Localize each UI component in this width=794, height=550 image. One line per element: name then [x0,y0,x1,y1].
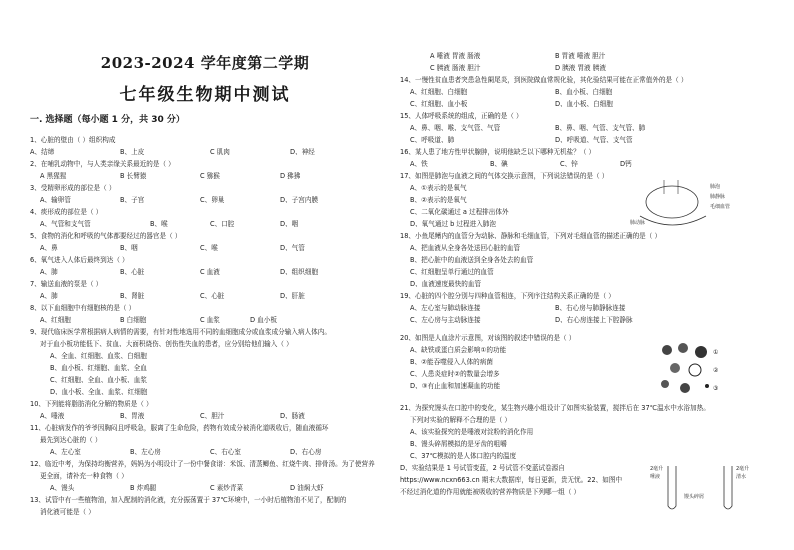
fig20-label-1: ① [713,349,719,356]
right-line: A、红细胞、白细胞 [410,88,468,96]
right-line: A、铁 [410,160,428,168]
right-line: B、②能吞噬侵入人体的病菌 [410,358,493,366]
left-line: 1、心脏的壁由（ ）组织构成 [30,136,116,144]
fig20-label-2: ② [713,367,719,374]
left-line: B 长臂猿 [120,172,147,180]
fig21-label-bread: 馒头碎屑 [684,494,705,500]
left-line: A、输卵管 [40,196,71,204]
left-line: A、馒头 [50,484,75,492]
left-line: C、心脏 [200,292,225,300]
left-line: D、咽 [280,220,299,228]
right-line: A、该实验探究的是唾液对淀粉的消化作用 [410,428,534,436]
right-line: 15、人体呼吸系统的组成，正确的是（ ） [400,112,523,120]
left-line: C 血浆 [200,316,220,324]
right-line: A、①表示的是氧气 [410,184,467,192]
left-line: C、右心室 [210,448,241,456]
left-line: 11、心脏病发作的爷爷因胸闷且呼吸急，服离了生命危险，药物有效成分被消化道吸收后，随血液循环 [30,424,329,432]
test-tube-1 [668,466,676,509]
capillary-shape [640,216,706,225]
left-line: A、结缔 [30,148,55,156]
right-line: C、红细胞呈单行通过的血管 [410,268,494,276]
right-line: D、右心房连接上下腔静脉 [555,316,633,324]
left-line: B、左心房 [130,448,161,456]
blood-cell [662,345,672,355]
left-line: C、胆汁 [200,412,225,420]
right-line: D、血小板、白细胞 [555,100,613,108]
fig17-label-artery: 肺动脉 [630,220,646,226]
right-line: B、右心房与肺静脉连接 [555,304,626,312]
right-line: A、把血液从全身各处送回心脏的血管 [410,244,521,252]
left-line: D、血小板、全血、血浆、红细胞 [50,388,148,396]
left-line: A、鼻 [40,244,58,252]
left-line: C 素炒青菜 [210,484,244,492]
left-line: C、卵巢 [200,196,225,204]
right-line: 16、某人患了地方性甲状腺肿，说明他缺乏以下哪种无机盐？（ ） [400,148,596,156]
right-line: A 唾液 胃液 肠液 [430,52,481,60]
right-line: C 胰液 肠液 胆汁 [430,64,481,72]
right-line: B、血小板、白细胞 [555,88,613,96]
left-line: D、右心房 [290,448,322,456]
left-line: C 猕猴 [200,172,220,180]
left-line: C、喉 [200,244,218,252]
right-line: 14、一慢性贫血患者突患急性阑尾炎，到医院做血常规化验，其化验结果可能在正常值外的是（ ） [400,76,688,84]
blood-cell [695,346,707,358]
right-line: 21、为探究馒头在口腔中的变化，某生物兴趣小组设计了如图实验装置，搅拌后在 37℃温水中水浴加热。 [400,404,710,412]
left-line: B、肾脏 [120,292,145,300]
right-line: C、呼吸道、肺 [410,136,455,144]
section-heading: 一. 选择题（每小题 1 分，共 30 分） [30,115,185,125]
fig20-label-3: ③ [713,385,719,392]
left-line: 8、以下血细胞中有细胞核的是（ ） [30,304,136,312]
left-line: B、心脏 [120,268,145,276]
left-line: A、全血、红细胞、血浆、白细胞 [50,352,147,360]
right-line: C、左心房与主动脉连接 [410,316,481,324]
right-line: D、③有止血和加速凝血的功能 [410,382,501,390]
left-line: D 血小板 [250,316,277,324]
left-line: B 炸鸡腿 [130,484,157,492]
fig21-label-water: 清水 [736,474,747,480]
fig17-label-vein: 肺静脉 [710,194,726,200]
right-line: B、②表示的是氧气 [410,196,467,204]
left-line: B、咽 [120,244,138,252]
left-line: 13、试管中有一些植物油，加入配制的消化液，充分振荡置于 37℃环境中，一小时后植物油不见了，配制的 [30,496,347,504]
alveolus-shape [646,186,698,218]
right-line: 19、心脏的四个腔分别与四种血管相连，下列序注结构关系正确的是（ ） [400,292,615,300]
left-line: B、胃液 [120,412,145,420]
right-line: C、二氧化碳通过 a 过程排出体外 [410,208,509,216]
left-line: D、气管 [280,244,305,252]
left-line: A 黑猩猩 [40,172,67,180]
left-line: 对于血小板功能低下、贫血、大面积烧伤、创伤性失血的患者，应分别给他们输入（ ） [40,340,293,348]
right-line: B、馒头碎屑模拟的是牙齿的咀嚼 [410,440,507,448]
right-line: A、左心室与肺动脉连接 [410,304,481,312]
left-line: 7、输送血液的泵是（ ） [30,280,103,288]
blood-cell [705,384,709,388]
left-line: 3、受精卵形成的部位是（ ） [30,184,116,192]
left-line: C、红细胞、全血、血小板、血浆 [50,376,147,384]
left-line: D、肝脏 [280,292,305,300]
right-line: B 胃液 唾液 胆汁 [555,52,606,60]
left-line: 更全面，请补充一种食物（ ） [40,472,128,480]
left-line: A、肺 [40,292,58,300]
left-line: D、肠液 [280,412,305,420]
right-line: C、锌 [560,160,578,168]
right-line: 下列对实验的解释不合理的是（ ） [410,416,512,424]
fig17-label-alveolus: 肺泡 [710,184,721,190]
left-line: 9、现代临床医学常根据病人病情的需要，有针对性地选用不同的血细胞成分或血浆成分输入病人体内。 [30,328,331,336]
exam-title: 七年级生物期中测试 [119,85,291,105]
right-line: 18、小鱼尾鳍内的血管分为动脉、静脉和毛细血管，下列对毛细血管的描述正确的是（ ） [400,232,662,240]
fig21-label-2ml-b: 2毫升 [736,466,750,472]
left-line: D、子宫内膜 [280,196,319,204]
left-line: A、气管和支气管 [40,220,91,228]
fig17-label-capillary: 毛细血管 [710,204,731,210]
left-line: 12、临近中考，为保持均衡营养，妈妈为小明设计了一份中餐食谱：米饭、清蒸鲫鱼、红烧牛肉、排骨汤。为了使营养 [30,460,375,468]
left-line: C 血液 [200,268,220,276]
left-line: 最先到达心脏的（ ） [40,436,102,444]
blood-cell [678,343,688,353]
right-line: C、红细胞、血小板 [410,100,468,108]
left-line: D 油焖大虾 [290,484,324,492]
right-line: C、37℃模拟的是人体口腔内的温度 [410,452,517,460]
left-line: B 白细胞 [120,316,147,324]
right-line: 17、如图是肺泡与血液之间的气体交换示意图，下列说法错误的是（ ） [400,172,609,180]
left-line: B、血小板、红细胞、血浆、全血 [50,364,147,372]
left-line: D、组织细胞 [280,268,319,276]
right-line: D、呼吸道、气管、支气管 [555,136,633,144]
left-line: A、左心室 [50,448,81,456]
left-line: A、红细胞 [40,316,71,324]
right-line: D 胰液 胃液 胰液 [555,64,606,72]
blood-cell [680,383,690,393]
right-line: 20、如图是人血涂片示意图，对该图的叙述中错误的是（ ） [400,334,576,342]
left-line: D、神经 [290,148,315,156]
left-line: C 肌肉 [210,148,230,156]
left-line: 10、下列能将脂肪消化分解的物质是（ ） [30,400,153,408]
left-line: 2、在哺乳动物中，与人类亲缘关系最近的是（ ） [30,160,175,168]
fig21-label-2ml-a: 2毫升 [650,466,664,472]
right-line: D、血液速度最快的血管 [410,280,482,288]
left-line: B、子宫 [120,196,145,204]
right-line: A、鼻、咽、喉、支气管、气管 [410,124,501,132]
blood-cell [689,364,701,376]
left-line: B、喉 [150,220,168,228]
left-line: 消化液可能是（ ） [40,508,95,516]
left-line: 4、痰形成的部位是（ ） [30,208,103,216]
right-line: D钙 [620,160,632,168]
left-line: 5、食物的消化和呼吸的气体都要经过的器官是（ ） [30,232,182,240]
test-tube-2 [724,466,732,509]
blood-cell [661,380,669,388]
right-line: B、碘 [490,160,508,168]
blood-smear-diagram [655,340,725,400]
left-line: B、上皮 [120,148,145,156]
right-line: D、实验结果是 1 号试管变蓝，2 号试管不变蓝试卷源自 [400,464,565,472]
left-line: A、唾液 [40,412,65,420]
right-line: C、人患炎症时②的数量会增多 [410,370,500,378]
left-line: D 狒狒 [280,172,301,180]
right-line: B、鼻、咽、气管、支气管、肺 [555,124,646,132]
right-line: B、把心脏中的血液送到全身各处去的血管 [410,256,534,264]
fig21-label-saliva: 唾液 [650,474,661,480]
right-line: D、氧气通过 b 过程进入肺泡 [410,220,496,228]
right-line: 不经过消化道的作用就能被吸收的营养物质是下列哪一组（ ） [400,488,581,496]
left-line: A、肺 [40,268,58,276]
alveolus-diagram [630,176,740,230]
left-line: C、口腔 [210,220,235,228]
left-line: 6、氧气进入人体后最终到达（ ） [30,256,129,264]
right-line: https://www.ncxn663.cn 期末大数据库，每日更新，贵无忧。22、如图中 [400,476,623,484]
blood-cell [670,363,680,373]
school-year-title: 2023-2024 学年度第二学期 [100,54,310,72]
right-line: A、缺铁或蛋白质会影响①的功能 [410,346,507,354]
test-tubes-diagram [650,458,760,518]
